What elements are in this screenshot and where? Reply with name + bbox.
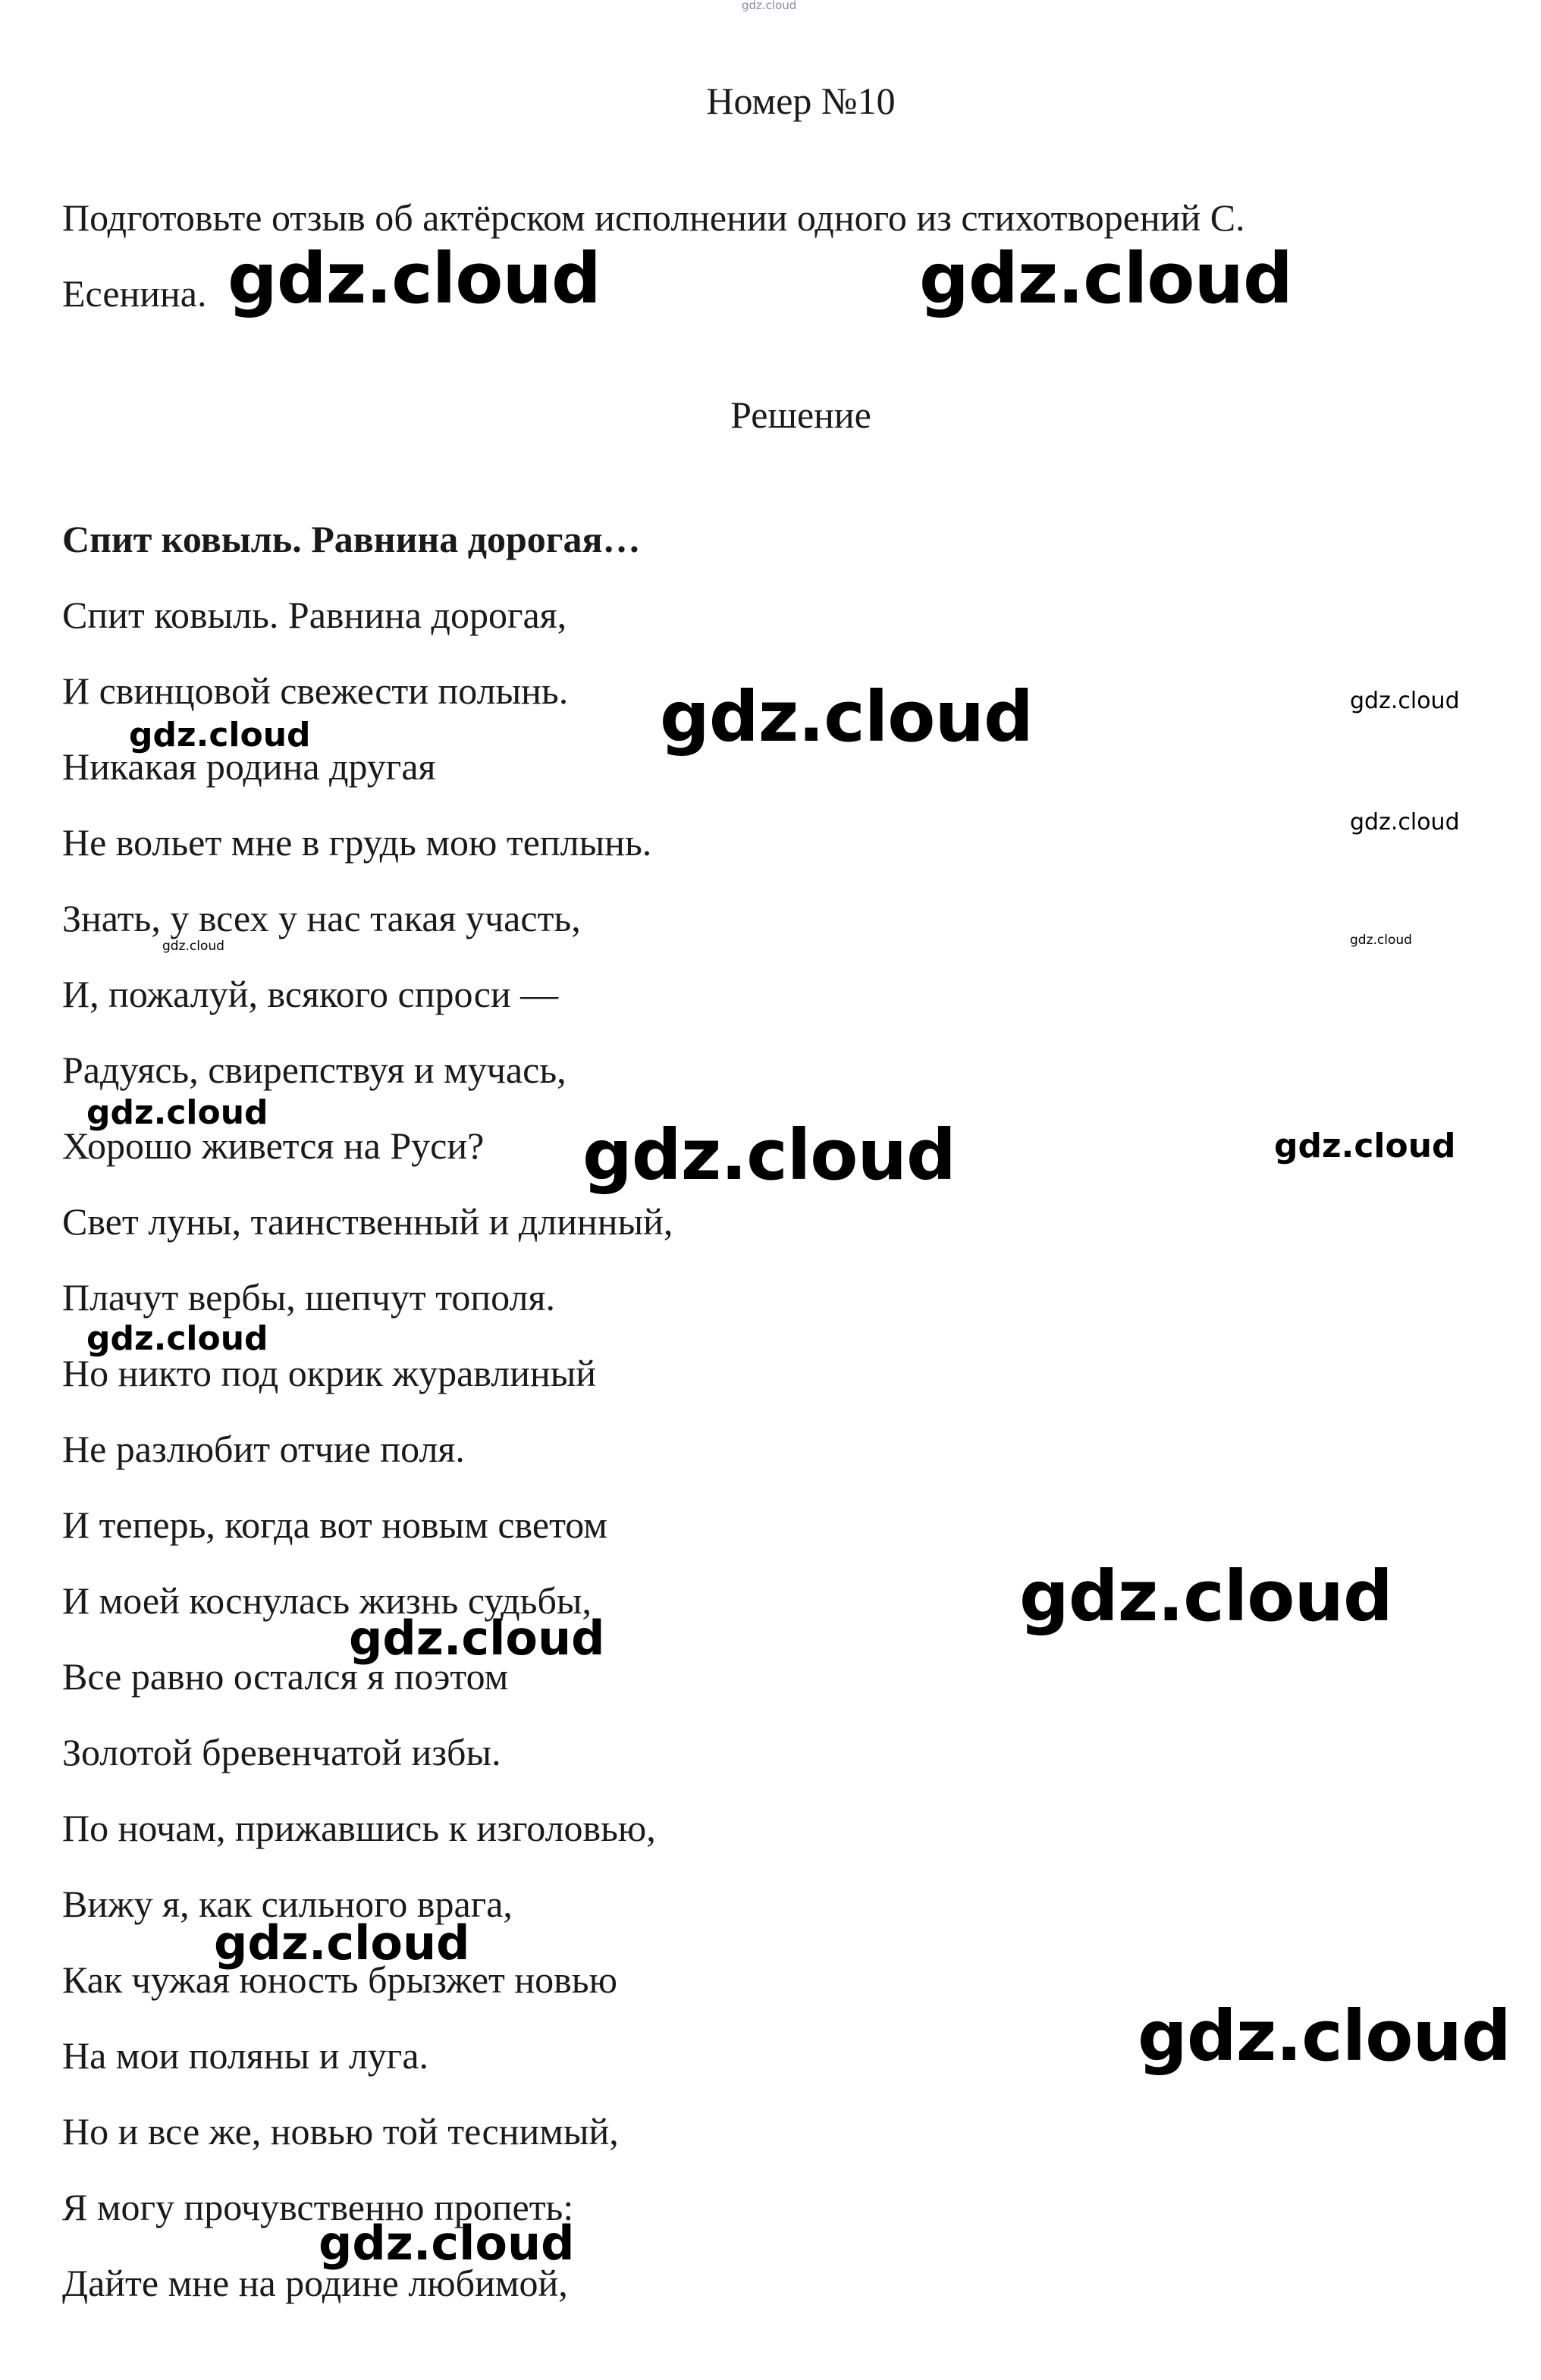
watermark: gdz.cloud <box>1350 688 1460 714</box>
watermark: gdz.cloud <box>349 1610 605 1666</box>
watermark: gdz.cloud <box>660 676 1033 757</box>
poem-line: Хорошо живется на Руси? <box>62 1124 485 1167</box>
watermark: gdz.cloud <box>1350 809 1460 836</box>
poem-line: Но и все же, новью той теснимый, <box>62 2110 619 2153</box>
poem-line: И теперь, когда вот новым светом <box>62 1504 607 1546</box>
poem-line: По ночам, прижавшись к изголовью, <box>62 1807 656 1849</box>
task-line-1: Подготовьте отзыв об актёрском исполнении одного из стихотворений С. <box>62 196 1245 239</box>
watermark: gdz.cloud <box>86 1093 268 1132</box>
watermark: gdz.cloud <box>319 2215 575 2271</box>
watermark: gdz.cloud <box>162 939 224 954</box>
poem-line: Как чужая юность брызжет новью <box>62 1958 617 2001</box>
poem-line: Вижу я, как сильного врага, <box>62 1883 513 1925</box>
poem-line: Свет луны, таинственный и длинный, <box>62 1200 673 1243</box>
watermark: gdz.cloud <box>1019 1556 1392 1637</box>
poem-line: Никакая родина другая <box>62 745 436 788</box>
poem-line: Я могу прочувственно пропеть: <box>62 2186 574 2228</box>
watermark: gdz.cloud <box>1138 1996 1511 2077</box>
page-title: Номер №10 <box>706 80 896 122</box>
poem-line: И, пожалуй, всякого спроси — <box>62 973 559 1015</box>
poem-line: Спит ковыль. Равнина дорогая, <box>62 594 567 636</box>
poem-line: Все равно остался я поэтом <box>62 1655 509 1698</box>
poem-line: И свинцовой свежести полынь. <box>62 669 569 712</box>
poem-title: Спит ковыль. Равнина дорогая… <box>62 518 641 560</box>
watermark: gdz.cloud <box>1350 933 1412 948</box>
watermark: gdz.cloud <box>919 238 1292 319</box>
solution-heading: Решение <box>730 394 871 436</box>
watermark-top: gdz.cloud <box>742 0 797 12</box>
watermark: gdz.cloud <box>129 716 311 754</box>
poem-line: Но никто под окрик журавлиный <box>62 1352 597 1394</box>
watermark: gdz.cloud <box>214 1915 470 1971</box>
poem-line: И моей коснулась жизнь судьбы, <box>62 1579 592 1622</box>
watermark: gdz.cloud <box>1274 1127 1456 1165</box>
poem-line: Золотой бревенчатой избы. <box>62 1731 501 1773</box>
poem-line: Не вольет мне в грудь мою теплынь. <box>62 821 652 864</box>
poem-line: Дайте мне на родине любимой, <box>62 2262 568 2304</box>
watermark: gdz.cloud <box>228 238 601 319</box>
poem-line: На мои поляны и луга. <box>62 2034 429 2077</box>
poem-line: Радуясь, свирепствуя и мучась, <box>62 1049 566 1091</box>
poem-line: Не разлюбит отчие поля. <box>62 1428 465 1470</box>
watermark: gdz.cloud <box>86 1319 268 1358</box>
watermark: gdz.cloud <box>582 1115 956 1196</box>
poem-line: Знать, у всех у нас такая участь, <box>62 897 581 939</box>
poem-line: Плачут вербы, шепчут тополя. <box>62 1276 555 1319</box>
task-line-2: Есенина. <box>62 272 207 315</box>
